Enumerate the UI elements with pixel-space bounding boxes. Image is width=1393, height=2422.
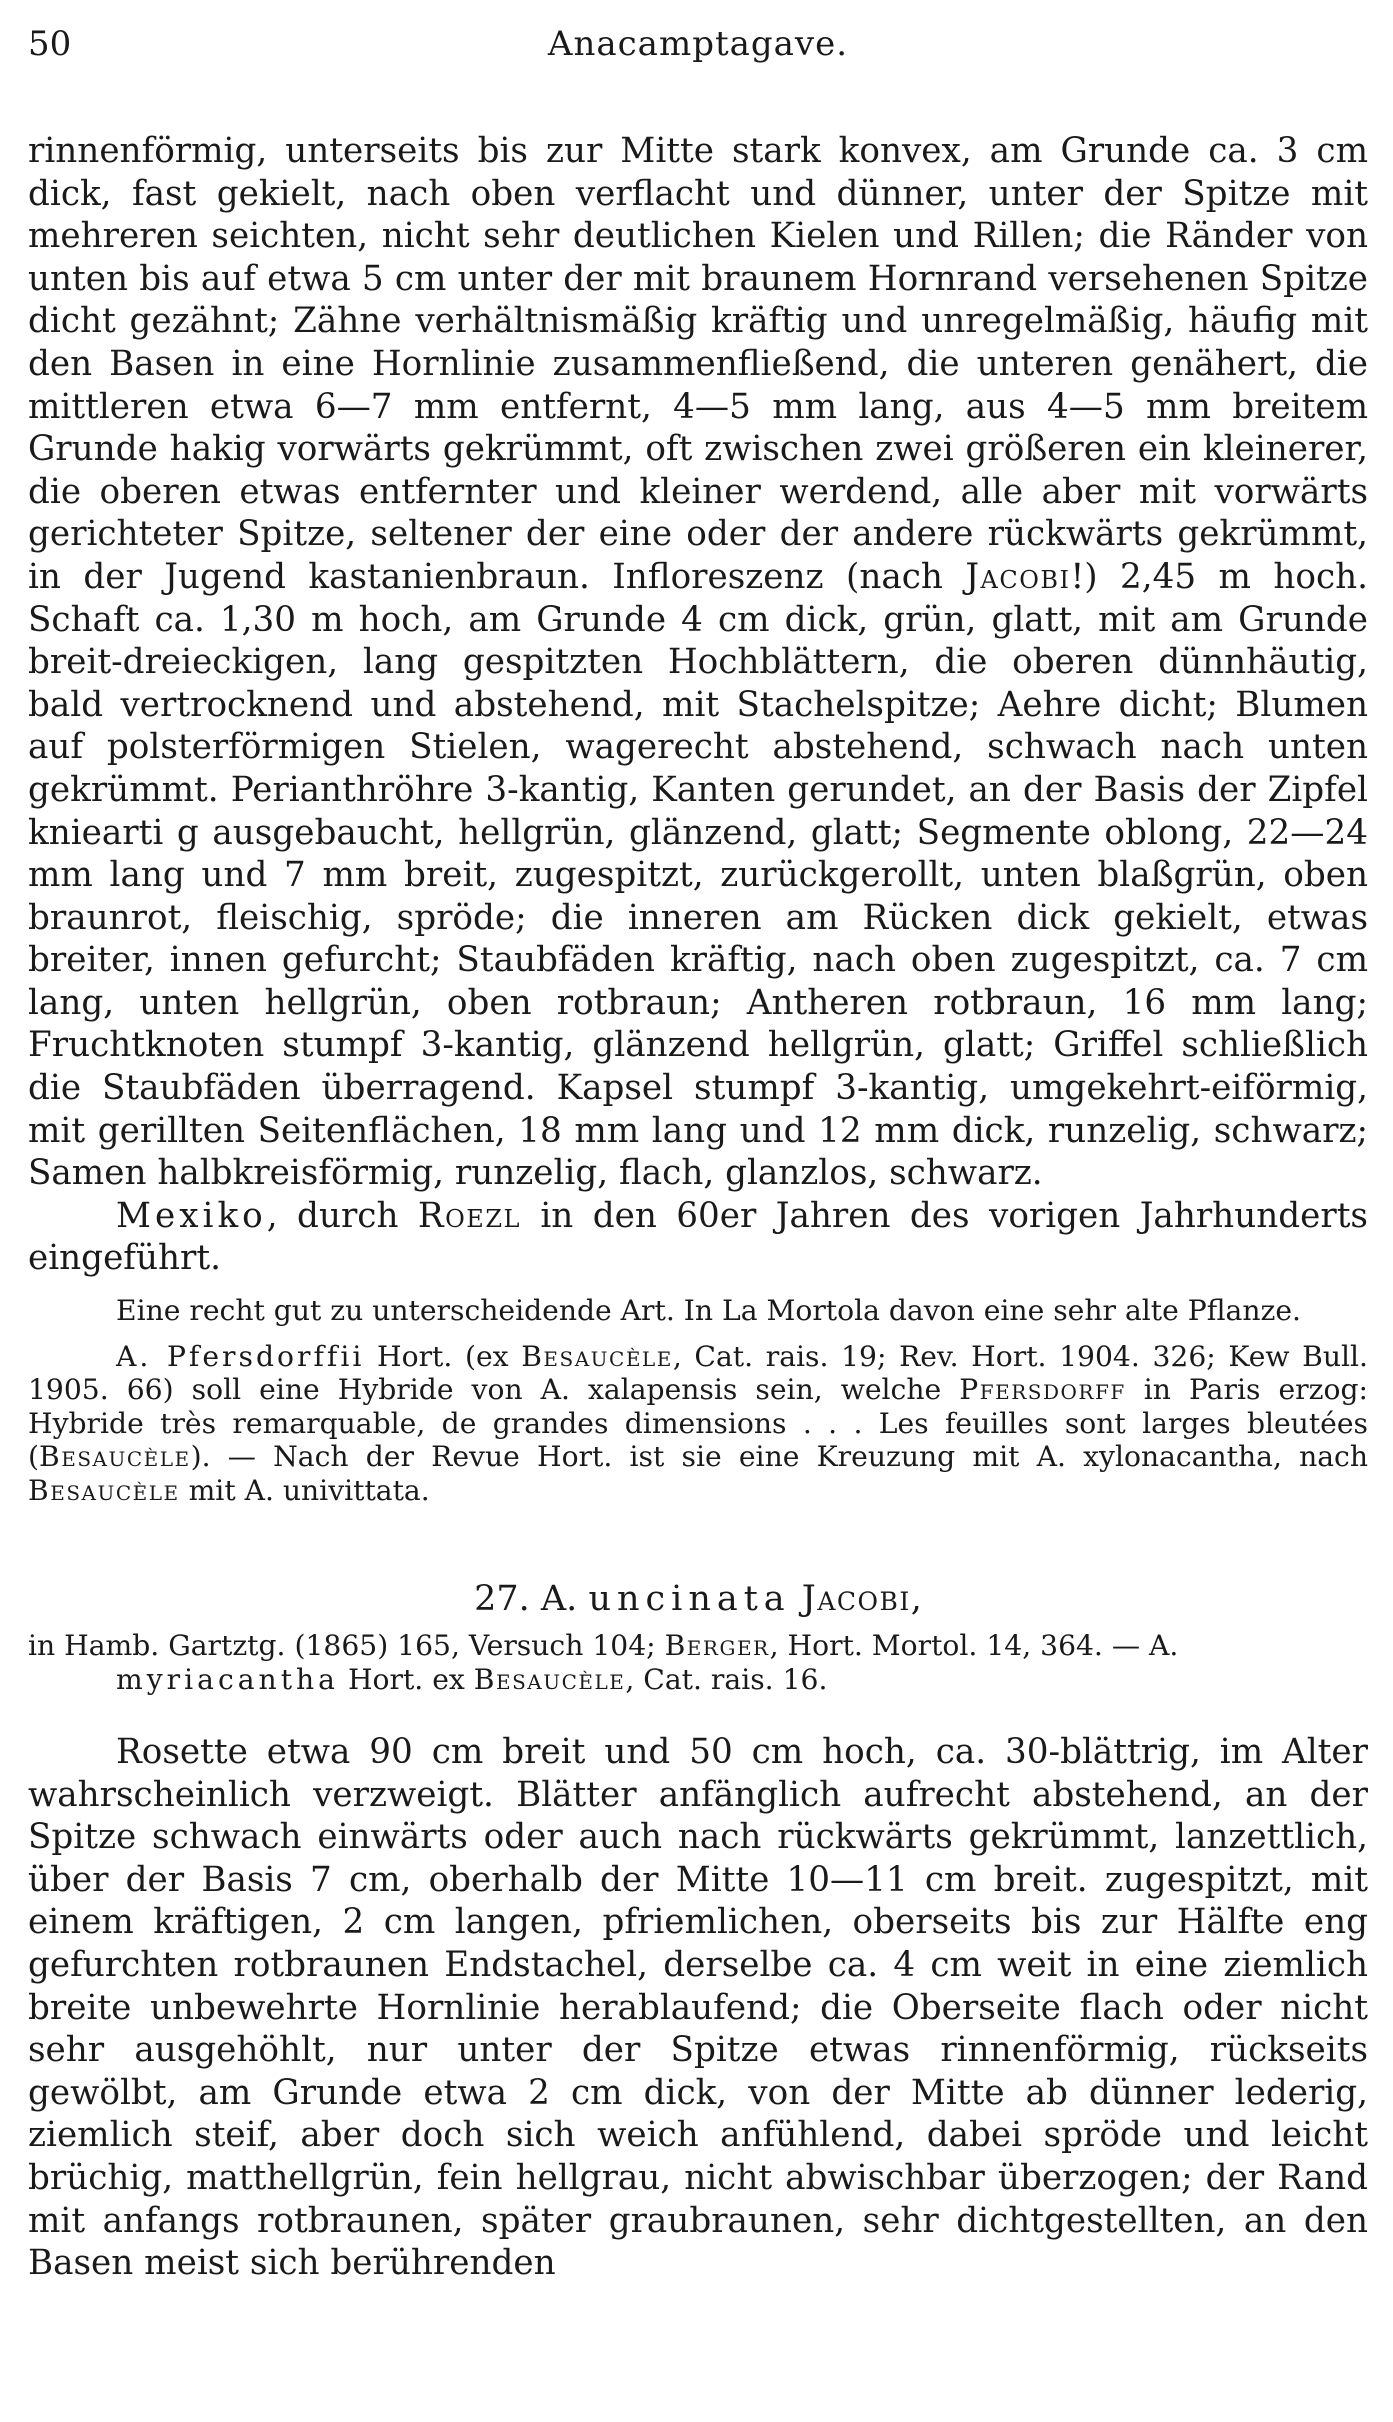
species-heading [28,1577,1368,1621]
description-text: rinnenförmig, unterseits bis zur Mitte stark konvex, am Grunde ca. 3 cm dick, fast gekielt, nach oben verflacht und dünner, unter der Spitze mit mehreren seichten, nicht sehr deutlichen Kielen und Rillen; die Ränder von unten bis auf etwa 5 cm unter der mit braunem Hornrand versehenen Spitze dicht gezähnt; Zähne verhältnismäßig kräftig und unregelmäßig, häufig mit den Basen in eine Hornlinie zusammenfließend, die unteren genähert, die mittleren etwa 6—7 mm entfernt, 4—5 mm lang, aus 4—5 mm breitem Grunde hakig vorwärts gekrümmt, oft zwischen zwei größeren ein kleinerer, die oberen etwas entfernter und kleiner werdend, alle aber mit vorwärts gerichteter Spitze, seltener der eine oder der andere rückwärts gekrümmt, in der Jugend kastanienbraun. Infloreszenz (nach [28,131,1368,597]
citation-block [28,1629,1368,1697]
species-number: 27. A. [474,1579,578,1620]
notes-section [28,1294,1368,1507]
note-text: Hort. (ex [364,1339,509,1373]
author-name: Besaucèle [28,1473,180,1507]
description-continued-section [28,130,1368,1280]
author-name: Besaucèle [473,1663,626,1697]
running-head [28,18,1368,68]
description-text-2: !) 2,45 m hoch. Schaft ca. 1,30 m hoch, am Grunde 4 cm dick, grün, glatt, mit am Grunde breit-dreieckigen, lang gespitzten Hochblättern, die oberen dünnhäutig, bald vertrocknend und abstehend, mit Stachelspitze; Aehre dicht; Blumen auf polsterförmigen Stielen, wagerecht abstehend, schwach nach unten gekrümmt. Perianthröhre 3-kantig, Kanten gerundet, an der Basis der Zipfel kniearti g ausgebaucht, hellgrün, glänzend, glatt; Segmente oblong, 22—24 mm lang und 7 mm breit, zugespitzt, zurückgerollt, unten blaßgrün, oben braunrot, fleischig, spröde; die inneren am Rücken dick gekielt, etwas breiter, innen gefurcht; Staubfäden kräftig, nach oben zugespitzt, ca. 7 cm lang, unten hellgrün, oben rotbraun; Antheren rotbraun, 16 mm lang; Fruchtknoten stumpf 3-kantig, glänzend hellgrün, glatt; Griffel schließlich die Staubfäden überragend. Kapsel stumpf 3-kantig, umgekehrt-eiförmig, mit gerillten Seitenflächen, 18 mm lang und 12 mm dick, runzelig, schwarz; Samen halbkreisförmig, runzelig, flach, glanzlos, schwarz. [28,556,1368,1194]
synonym-name: myriacantha [116,1663,339,1697]
heading-punctuation: , [910,1579,922,1620]
note-text: , Cat. rais. 19; Rev. Hort. 1904. 326; Kew Bull. 1905. 66) soll eine Hybride von A. xalapensis sein, welche [28,1339,1369,1407]
species-description-section [28,1731,1368,2285]
author-name: Besaucèle [521,1339,673,1373]
distribution-text-2: in den 60er Jahren des vorigen Jahrhunderts eingeführt. [28,1195,1368,1279]
note-paragraph-1: Eine recht gut zu unterscheidende Art. In La Mortola davon eine sehr alte Pflanze. [116,1294,1301,1328]
author-name: Besaucèle [39,1440,191,1474]
note-text: in Paris erzog: Hybride très remarquable, de grandes dimensions . . . Les feuilles sont larges bleutées ( [28,1373,1368,1474]
note-text: ). — Nach der Revue Hort. ist sie eine Kreuzung mit A. xylonacantha, nach [190,1440,1368,1474]
page-number: 50 [28,24,72,64]
note-text: mit A. univittata. [179,1473,430,1507]
collector-name: Roezl [417,1195,521,1236]
author-name: Jacobi [965,556,1071,597]
distribution-text: , durch [266,1195,399,1236]
author-name: Berger [664,1629,770,1663]
running-title: Anacamptagave. [547,24,849,64]
author-name: Pfersdorff [959,1373,1126,1407]
species-description-paragraph: Rosette etwa 90 cm breit und 50 cm hoch, ca. 30-blättrig, im Alter wahrscheinlich verzweigt. Blätter anfänglich aufrecht abstehend, an der Spitze schwach einwärts oder auch nach rückwärts gekrümmt, lanzettlich, über der Basis 7 cm, oberhalb der Mitte 10—11 cm breit. zugespitzt, mit einem kräftigen, 2 cm langen, pfriemlichen, oberseits bis zur Hälfte eng gefurchten rotbraunen Endstachel, derselbe ca. 4 cm weit in eine ziemlich breite unbewehrte Hornlinie herablaufend; die Oberseite flach oder nicht sehr ausgehöhlt, nur unter der Spitze etwas rinnenförmig, rückseits gewölbt, am Grunde etwa 2 cm dick, von der Mitte ab dünner lederig, ziemlich steif, aber doch sich weich anfühlend, dabei spröde und leicht brüchig, matthellgrün, fein hellgrau, nicht abwischbar überzogen; der Rand mit anfangs rotbraunen, später graubraunen, sehr dichtgestellten, an den Basen meist sich berührenden [28,1732,1368,2284]
note-paragraph-2 [28,1340,1368,1508]
species-epithet: uncinata [588,1579,791,1620]
species-author: Jacobi [801,1579,911,1620]
citation-continuation [28,1663,1368,1697]
citation-text: Hort. ex [338,1663,465,1697]
citation-text: , Cat. rais. 16. [625,1663,828,1697]
country-name: Mexiko [116,1195,267,1236]
distribution-paragraph [28,1195,1368,1280]
hybrid-name: A. Pfersdorffii [116,1339,365,1373]
document-page [28,18,1368,2285]
description-paragraph [28,130,1368,1195]
citation-text: in Hamb. Gartztg. (1865) 165, Versuch 104; [28,1629,656,1663]
citation-text: , Hort. Mortol. 14, 364. — A. [769,1629,1179,1663]
